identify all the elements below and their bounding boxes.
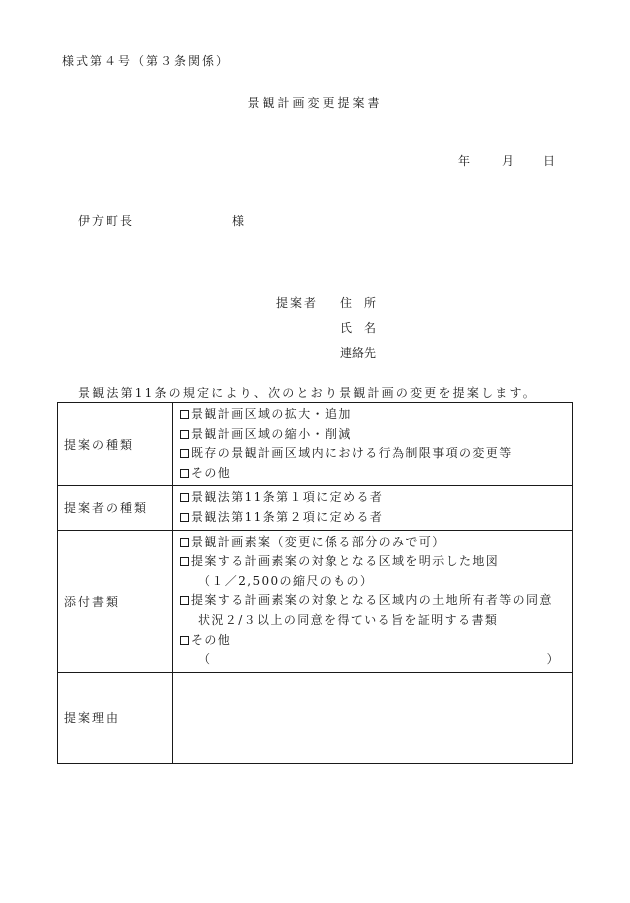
- attachments-options: [173, 530, 573, 672]
- row-reason: [58, 672, 573, 763]
- paren-close: ）: [546, 652, 560, 667]
- intro-text: 景観法第11条の規定により、次のとおり景観計画の変更を提案します。: [78, 386, 537, 400]
- document-title: 景観計画変更提案書: [247, 96, 383, 110]
- option-change-restrictions[interactable]: 既存の景観計画区域内における行為制限事項の変更等: [180, 444, 572, 464]
- attachment-other[interactable]: その他: [180, 631, 572, 651]
- date-year: 年: [458, 154, 473, 168]
- attachment-map-scale-note: （１／2,500の縮尺のもの）: [198, 573, 374, 588]
- proposer-label: 提案者: [276, 296, 319, 310]
- checkbox-icon[interactable]: [180, 513, 189, 522]
- attachment-consent-note: 状況２/３以上の同意を得ている旨を証明する書類: [198, 612, 499, 627]
- proposal-table: [57, 402, 573, 764]
- checkbox-icon[interactable]: [180, 493, 189, 502]
- checkbox-icon[interactable]: [180, 596, 189, 605]
- proposer-name-label: 氏 名: [340, 321, 377, 335]
- checkbox-icon[interactable]: [180, 410, 189, 419]
- option-reduce[interactable]: 景観計画区域の縮小・削減: [180, 425, 572, 445]
- proposer-type-options: [173, 486, 573, 530]
- proposer-type-label: 提案者の種類: [58, 486, 173, 530]
- option-article11-para1[interactable]: 景観法第11条第１項に定める者: [180, 488, 572, 508]
- attachment-map[interactable]: 提案する計画素案の対象となる区域を明示した地図: [180, 552, 572, 572]
- proposal-type-options: [173, 403, 573, 486]
- checkbox-icon[interactable]: [180, 430, 189, 439]
- option-other[interactable]: その他: [180, 464, 572, 484]
- attachments-label: 添付書類: [58, 530, 173, 672]
- option-expand[interactable]: 景観計画区域の拡大・追加: [180, 405, 572, 425]
- checkbox-icon[interactable]: [180, 538, 189, 547]
- row-proposer-type: [58, 486, 573, 530]
- checkbox-icon[interactable]: [180, 636, 189, 645]
- checkbox-icon[interactable]: [180, 557, 189, 566]
- attachment-draft-plan[interactable]: 景観計画素案（変更に係る部分のみで可）: [180, 533, 572, 553]
- paren-open: （: [198, 652, 212, 667]
- row-attachments: [58, 530, 573, 672]
- reason-field[interactable]: [173, 672, 573, 763]
- recipient-name: 伊方町長: [78, 214, 135, 228]
- proposer-contact-label: 連絡先: [340, 346, 377, 360]
- attachment-consent[interactable]: 提案する計画素案の対象となる区域内の土地所有者等の同意: [180, 591, 572, 611]
- proposal-type-label: 提案の種類: [58, 403, 173, 486]
- checkbox-icon[interactable]: [180, 449, 189, 458]
- option-article11-para2[interactable]: 景観法第11条第２項に定める者: [180, 508, 572, 528]
- date-day: 日: [543, 154, 558, 168]
- recipient-suffix: 様: [232, 214, 247, 228]
- proposer-address-label: 住 所: [340, 296, 377, 310]
- checkbox-icon[interactable]: [180, 469, 189, 478]
- form-number: 様式第４号（第３条関係）: [62, 54, 231, 68]
- reason-label: 提案理由: [58, 672, 173, 763]
- row-proposal-type: [58, 403, 573, 486]
- date-month: 月: [502, 154, 517, 168]
- attachment-other-field[interactable]: [180, 650, 572, 670]
